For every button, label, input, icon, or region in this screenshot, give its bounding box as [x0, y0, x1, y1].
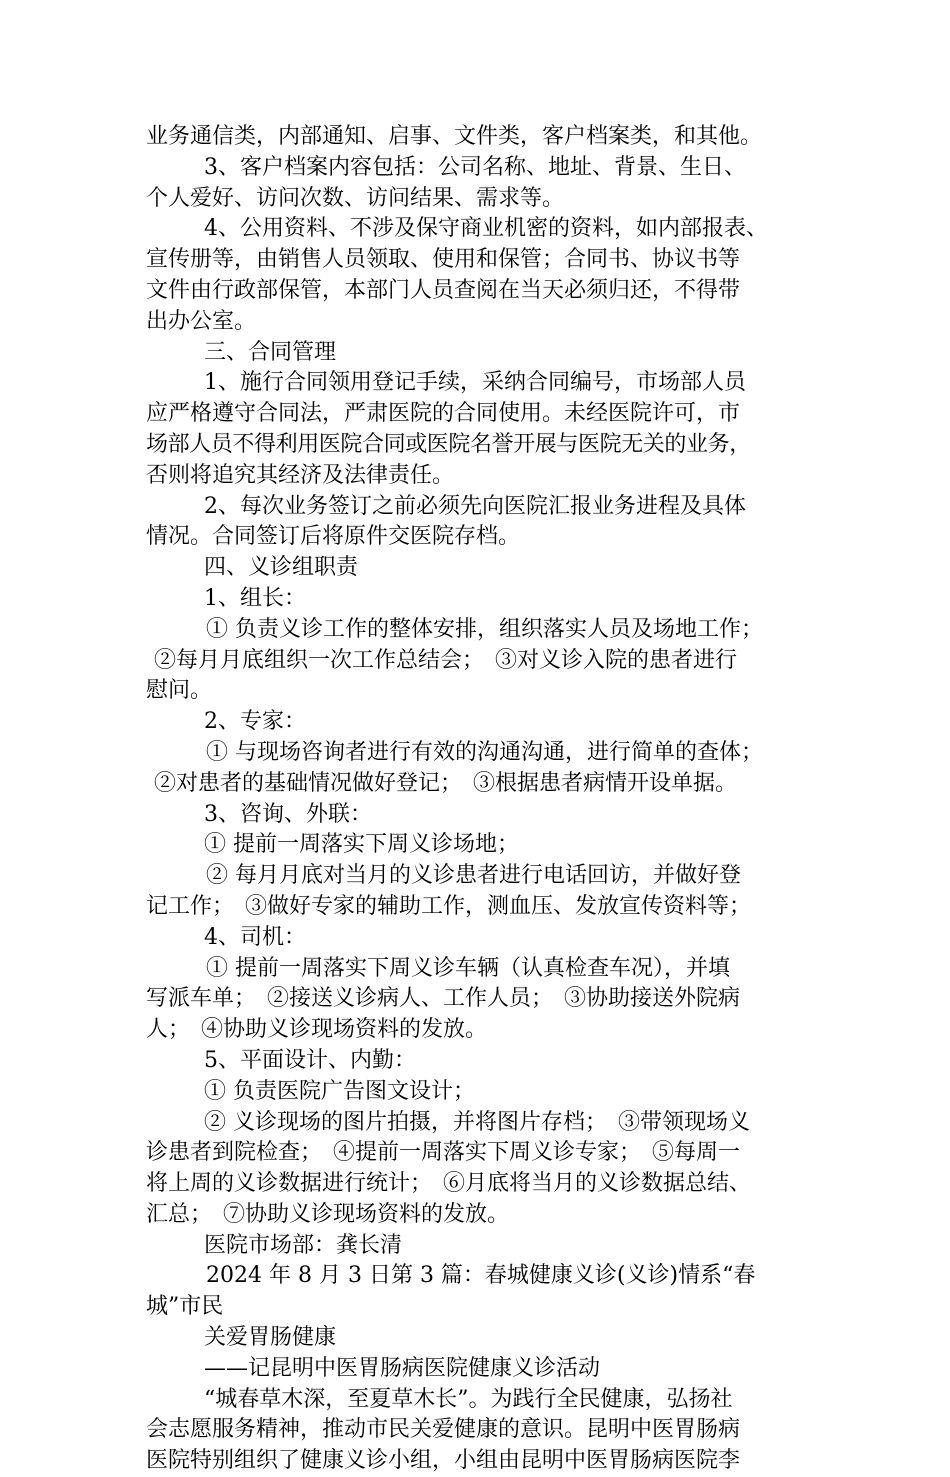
text-line: “城春草木深，至夏草木长”。为践行全民健康，弘扬社: [204, 1386, 733, 1412]
text-line: ② 义诊现场的图片拍摄，并将图片存档； ③带领现场义: [204, 1109, 750, 1135]
text-line: 应严格遵守合同法，严肃医院的合同使用。未经医院许可，市: [146, 401, 741, 427]
text-line: ① 提前一周落实下周义诊车辆（认真检查车况），并填: [206, 955, 730, 981]
article-subtitle: ——记昆明中医胃肠病医院健康义诊活动: [204, 1355, 601, 1381]
text-line: 写派车单； ②接送义诊病人、工作人员； ③协助接送外院病: [146, 986, 741, 1012]
text-line: 出办公室。: [146, 308, 257, 334]
text-line: 1、组长：: [204, 585, 306, 611]
section-heading: 三、合同管理: [204, 339, 337, 365]
text-line: ②每月月底组织一次工作总结会； ③对义诊入院的患者进行: [154, 647, 738, 673]
text-line: ① 负责医院广告图文设计；: [204, 1078, 475, 1104]
text-line: 4、公用资料、不涉及保守商业机密的资料，如内部报表、: [204, 216, 768, 242]
text-line: 人； ④协助义诊现场资料的发放。: [146, 1017, 488, 1043]
signature-line: 医院市场部：龚长清: [204, 1232, 403, 1258]
text-line: 记工作； ③做好专家的辅助工作，测血压、发放宣传资料等；: [146, 893, 752, 919]
text-line: 否则将追究其经济及法律责任。: [146, 462, 455, 488]
text-line: ① 负责义诊工作的整体安排，组织落实人员及场地工作；: [206, 616, 763, 642]
text-line: ②对患者的基础情况做好登记； ③根据患者病情开设单据。: [154, 770, 738, 796]
section-heading: 四、义诊组职责: [204, 555, 359, 581]
text-line: ① 提前一周落实下周义诊场地；: [204, 832, 519, 858]
text-line: 个人爱好、访问次数、访问结果、需求等。: [146, 185, 565, 211]
text-line: 会志愿服务精神，推动市民关爱健康的意识。昆明中医胃肠病: [146, 1417, 741, 1443]
text-line: 2、专家：: [204, 709, 306, 735]
article-title-line: 2024 年 8 月 3 日第 3 篇：春城健康义诊(义诊)情系“春: [206, 1263, 756, 1289]
text-line: 汇总； ⑦协助义诊现场资料的发放。: [146, 1201, 510, 1227]
document-body: [146, 122, 816, 1477]
text-line: 文件由行政部保管，本部门人员查阅在当天必须归还，不得带: [146, 277, 741, 303]
text-line: 2、每次业务签订之前必须先向医院汇报业务进程及具体: [204, 493, 746, 519]
text-line: 业务通信类，内部通知、启事、文件类，客户档案类，和其他。: [146, 124, 763, 149]
text-line: 4、司机：: [204, 924, 306, 950]
text-line: 1、施行合同领用登记手续，采纳合同编号，市场部人员: [204, 370, 746, 396]
text-line: ② 每月月底对当月的义诊患者进行电话回访，并做好登: [206, 863, 741, 889]
text-line: 场部人员不得利用医院合同或医院名誉开展与医院无关的业务，: [146, 431, 751, 457]
text-line: 5、平面设计、内勤：: [204, 1047, 416, 1073]
text-line: 情况。合同签订后将原件交医院存档。: [146, 524, 521, 550]
text-line: 宣传册等，由销售人员领取、使用和保管；合同书、协议书等: [146, 247, 741, 273]
article-subtitle: 关爱胃肠健康: [204, 1325, 337, 1351]
text-line: ① 与现场咨询者进行有效的沟通沟通，进行简单的查体；: [206, 739, 763, 765]
article-title-line: 城”市民: [146, 1294, 224, 1320]
text-line: 诊患者到院检查； ④提前一周落实下周义诊专家； ⑤每周一: [146, 1140, 741, 1166]
text-line: 3、咨询、外联：: [204, 801, 372, 827]
text-line: 医院特别组织了健康义诊小组，小组由昆明中医胃肠病医院李: [146, 1448, 741, 1474]
text-line: 3、客户档案内容包括：公司名称、地址、背景、生日、: [204, 154, 746, 180]
text-line: 慰问。: [146, 678, 213, 704]
text-line: 将上周的义诊数据进行统计； ⑥月底将当月的义诊数据总结、: [146, 1171, 752, 1197]
